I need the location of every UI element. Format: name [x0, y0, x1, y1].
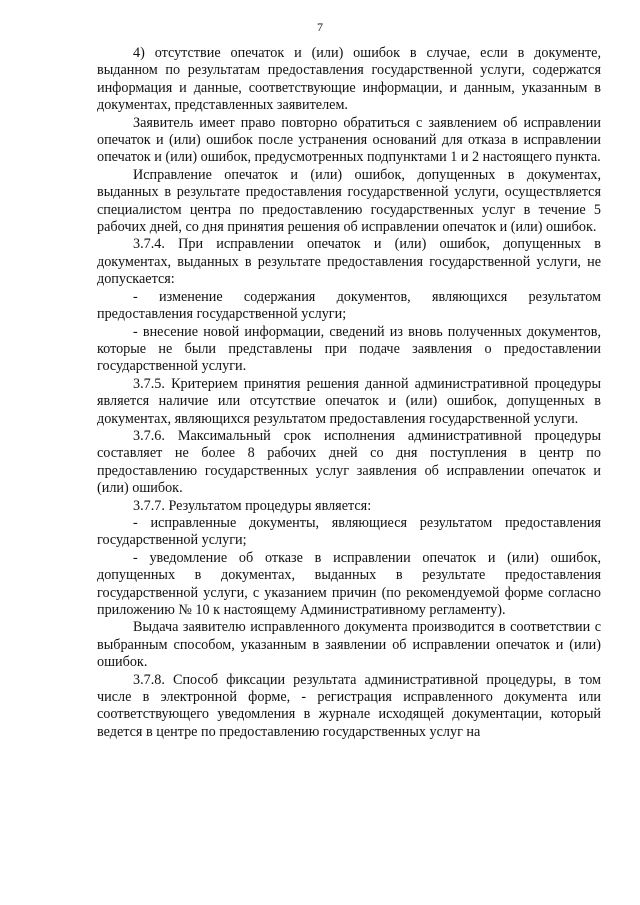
- list-item-content-change: - изменение содержания документов, являющихся результатом предоставления государственной услуги;: [97, 288, 601, 323]
- paragraph-issuance: Выдача заявителю исправленного документа производится в соответствии с выбранным способом, указанным в заявлении об исправлении опечаток и (или) ошибок.: [97, 619, 601, 671]
- paragraph-item-4: 4) отсутствие опечаток и (или) ошибок в случае, если в документе, выданном по результатам предоставления государственной услуги, содержатся информация и данные, соответствующие информации, и данным, указанным в документах, представленных заявителем.: [97, 45, 601, 114]
- paragraph-correction: Исправление опечаток и (или) ошибок, допущенных в документах, выданных в результате предоставления государственной услуги, осуществляется специалистом центра по предоставлению государственных услуг в течение 5 рабочих дней, со дня принятия решения об исправлении опечаток и (или) ошибок.: [97, 166, 601, 236]
- paragraph-3-7-4: 3.7.4. При исправлении опечаток и (или) ошибок, допущенных в документах, выданных в результате предоставления государственной услуги, не допускается:: [97, 236, 601, 288]
- list-item-new-info: - внесение новой информации, сведений из вновь полученных документов, которые не были представлены при подаче заявления о предоставлении государственной услуги.: [97, 323, 601, 375]
- paragraph-3-7-6: 3.7.6. Максимальный срок исполнения административной процедуры составляет не более 8 рабочих дней со дня поступления в центр по предоставлению государственных услуг заявления об исправлении опечаток и (или) ошибок.: [97, 427, 601, 497]
- document-body: [97, 45, 601, 741]
- list-item-refusal-notice: - уведомление об отказе в исправлении опечаток и (или) ошибок, допущенных в документах, выданных в результате предоставления государственной услуги, с указанием причин (по рекомендуемой форме согласно приложению № 10 к настоящему Административному регламенту).: [97, 549, 601, 618]
- list-item-corrected-docs: - исправленные документы, являющиеся результатом предоставления государственной услуги;: [97, 514, 601, 549]
- page-number: 7: [317, 20, 323, 34]
- paragraph-3-7-5: 3.7.5. Критерием принятия решения данной административной процедуры является наличие или отсутствие опечаток и (или) ошибок, допущенных в документах, являющихся результатом предоставления государственной услуги.: [97, 375, 601, 427]
- paragraph-3-7-8: 3.7.8. Способ фиксации результата административной процедуры, в том числе в электронной форме, - регистрация исправленного документа или соответствующего уведомления в журнале исходящей документации, который ведется в центре по предоставлению государственных услуг на: [97, 671, 601, 740]
- paragraph-reapply: Заявитель имеет право повторно обратиться с заявлением об исправлении опечаток и (или) ошибок после устранения оснований для отказа в исправлении опечаток и (или) ошибок, предусмотренных подпунктами 1 и 2 настоящего пункта.: [97, 114, 601, 166]
- paragraph-3-7-7: 3.7.7. Результатом процедуры является:: [133, 497, 372, 514]
